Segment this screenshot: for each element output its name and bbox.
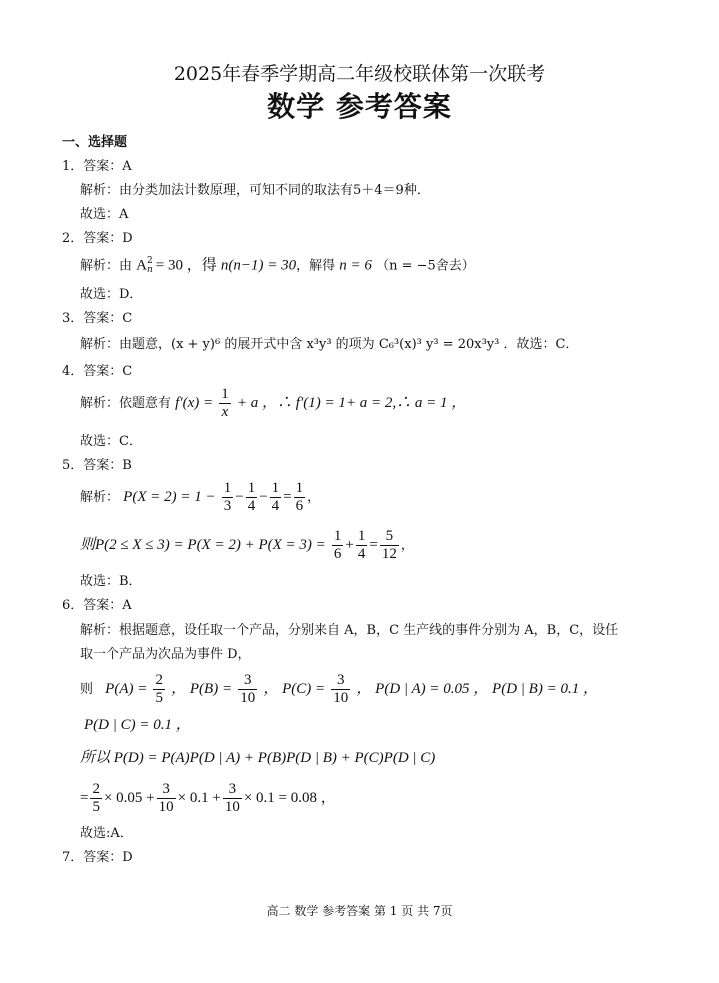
q5-lhs: P(X = 2) = 1 −	[123, 489, 216, 505]
q4-frac-den: x	[221, 404, 229, 420]
q1-answer: 1．答案：A	[62, 159, 132, 174]
q5-line2: 则P(2 ≤ X ≤ 3) = P(X = 2) + P(X = 3) = $\frac{1}{6}$ + $\frac{1}{4}$ = $\frac{5}{12}$ ，	[80, 528, 414, 562]
q6-total-text: 所以 P(D) = P(A)P(D | A) + P(B)P(D | B) + P(C)P(D | C)	[80, 750, 436, 766]
q6-answer: 6．答案：A	[62, 598, 132, 613]
q6-calc-frac-2-num: 3	[157, 781, 176, 799]
q2-eq2: n(n−1) = 30	[220, 257, 297, 274]
q2-note: （n = −5舍去）	[376, 258, 475, 274]
q6-total	[80, 750, 435, 767]
q2-mid: ，解得	[296, 258, 336, 274]
q2-analysis-lead: 解析：由	[80, 258, 133, 274]
q6-pb-den: 10	[240, 690, 256, 706]
q6-calc-frac-1-num: 2	[92, 781, 100, 797]
q5-frac-4-den: 6	[295, 498, 304, 514]
q5-line1: 解析： P(X = 2) = 1 − $\frac{1}{3}$ − $\frac{1}{4}$ − $\frac{1}{4}$ = $\frac{1}{6}$ ，	[80, 480, 321, 514]
q5-line2-frac-1-num: 1	[333, 528, 342, 544]
q6-pb-frac	[238, 672, 257, 707]
q2-eq1: = 30 ，得	[155, 257, 217, 274]
q1-analysis: 解析：由分类加法计数原理，可知不同的取法有5＋4＝9种．	[80, 183, 430, 198]
q6-calc-frac-3-num: 3	[223, 781, 242, 799]
q5-line2-frac-1	[332, 528, 344, 563]
q4-derivative-lhs: f′(x) =	[175, 395, 214, 411]
q5-frac-3	[270, 480, 282, 515]
q7-answer: 7．答案：D	[62, 850, 133, 865]
q5-frac-2-den: 4	[247, 498, 256, 514]
q6-calc-frac-3	[223, 781, 242, 816]
q4-analysis	[80, 386, 466, 421]
q6-pc-frac	[331, 672, 350, 707]
q2-a-sub: n	[147, 265, 153, 275]
q5-lead: 解析：	[80, 490, 120, 505]
q6-calc-frac-3-den: 10	[224, 799, 240, 815]
q6-pda-pdb: ， P(D | A) = 0.05 ， P(D | B) = 0.1 ，	[356, 681, 598, 697]
q2-analysis	[80, 257, 475, 275]
q6-pa-den: 5	[155, 690, 163, 706]
q6-pa: P(A) =	[105, 681, 148, 697]
q3-analysis: 解析：由题意，(x + y)⁶ 的展开式中含 x³y³ 的项为 C₆³(x)³ y³ = 20x³y³ ．故选：C．	[80, 337, 579, 352]
q2-a-symbol: A	[136, 257, 147, 274]
q6-calculation	[80, 781, 336, 816]
q6-calc-term-1: × 0.05 +	[103, 790, 155, 806]
q6-calc-frac-1-den: 5	[92, 799, 100, 815]
q5-frac-3-den: 4	[271, 498, 280, 514]
q6-calc-frac-2-den: 10	[158, 799, 174, 815]
q5-frac-2-num: 1	[247, 480, 256, 496]
page-title: 数学 参考答案	[267, 90, 452, 123]
q6-calc-term-2: × 0.1 +	[177, 790, 221, 806]
q6-calc-term-3: × 0.1 = 0.08 ，	[243, 790, 336, 806]
q5-frac-4-num: 1	[295, 480, 304, 496]
section-heading: 一、选择题	[62, 135, 128, 150]
q5-frac-2	[246, 480, 258, 515]
q4-frac-num: 1	[221, 386, 229, 402]
exam-title: 2025年春季学期高二年级校联体第一次联考	[173, 63, 546, 85]
q6-probabilities	[80, 672, 598, 707]
q6-pdc-text: P(D | C) = 0.1 ，	[84, 717, 191, 733]
q6-pb: ， P(B) =	[171, 681, 233, 697]
q6-pdc	[84, 717, 191, 734]
q6-pb-num: 3	[238, 672, 257, 690]
q5-frac-1-num: 1	[223, 480, 232, 496]
q5-line2-frac-3-num: 5	[380, 528, 399, 546]
q2-a-sup: 2	[147, 256, 153, 266]
q5-line2-frac-2-num: 1	[357, 528, 366, 544]
q5-line1-end: ，	[307, 490, 321, 505]
q4-fraction	[219, 386, 231, 421]
q5-choice: 故选：B．	[80, 574, 142, 589]
q6-calc-frac-1	[90, 781, 102, 816]
q6-pc: ， P(C) =	[263, 681, 326, 697]
q5-line2-frac-2-den: 4	[357, 546, 366, 562]
q5-line2-end: ，	[400, 538, 414, 553]
q6-pc-num: 3	[331, 672, 350, 690]
page-footer: 高二 数学 参考答案 第 1 页 共 7页	[266, 904, 453, 918]
q6-pa-num: 2	[155, 672, 163, 688]
q5-line2-lhs: 则P(2 ≤ X ≤ 3) = P(X = 2) + P(X = 3) =	[80, 537, 326, 553]
q5-frac-4	[294, 480, 306, 515]
q5-frac-1-den: 3	[223, 498, 232, 514]
q6-analysis-2: 取一个产品为次品为事件 D，	[80, 647, 251, 662]
q6-pa-frac	[153, 672, 165, 707]
q4-choice: 故选：C．	[80, 434, 142, 449]
q4-answer: 4．答案：C	[62, 364, 133, 379]
q4-derivative-rhs: + a ，∴ f′(1) = 1+ a = 2,∴ a = 1 ，	[236, 395, 467, 411]
q6-calc-eq: =	[80, 790, 89, 806]
q5-line2-frac-2	[356, 528, 368, 563]
q4-analysis-lead: 解析：依题意有	[80, 396, 172, 411]
q6-analysis-1: 解析：根据题意，设任取一个产品，分别来自 A，B，C 生产线的事件分别为 A，B，C，设任	[80, 623, 619, 638]
q5-line2-frac-3-den: 12	[381, 546, 397, 562]
q6-then: 则	[80, 682, 94, 697]
q2-choice: 故选：D．	[80, 287, 143, 302]
q6-pc-den: 10	[333, 690, 349, 706]
q3-answer: 3．答案：C	[62, 311, 133, 326]
q2-eq3: n = 6	[339, 257, 372, 274]
q5-frac-3-num: 1	[271, 480, 280, 496]
q2-answer: 2．答案：D	[62, 231, 133, 246]
q1-choice: 故选：A	[80, 207, 129, 222]
q6-choice: 故选:A．	[80, 826, 133, 841]
q6-calc-frac-2	[157, 781, 176, 816]
q5-line2-frac-1-den: 6	[333, 546, 342, 562]
q5-answer: 5．答案：B	[62, 458, 132, 473]
q5-line2-frac-3	[380, 528, 399, 563]
q5-frac-1	[222, 480, 234, 515]
